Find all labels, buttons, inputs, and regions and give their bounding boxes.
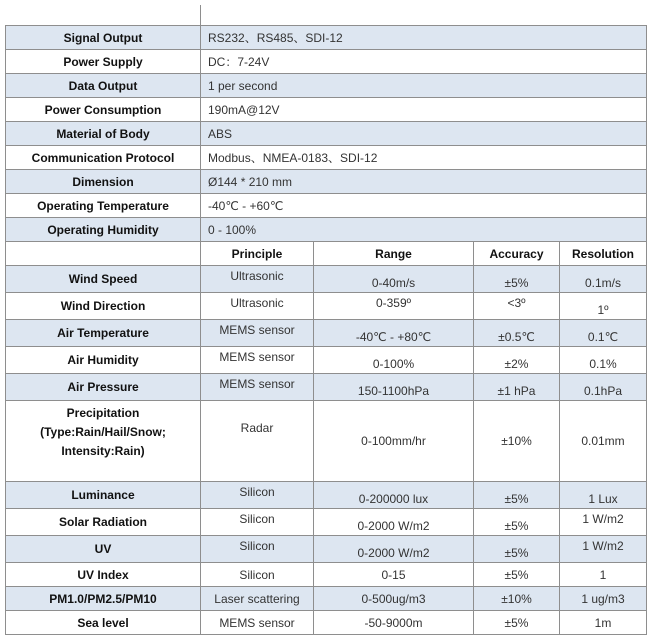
spec-value: 190mA@12V [201, 98, 647, 122]
empty-cell [6, 6, 201, 26]
measurement-resolution: 0.1℃ [560, 320, 647, 347]
measurement-accuracy: ±5% [474, 266, 560, 293]
measurement-principle: Silicon [201, 509, 314, 536]
header-principle: Principle [201, 242, 314, 266]
measurement-accuracy: ±5% [474, 536, 560, 563]
spec-sheet [5, 5, 646, 635]
measurement-accuracy: ±5% [474, 563, 560, 587]
measurement-name: Luminance [6, 482, 201, 509]
measurement-principle: Ultrasonic [201, 293, 314, 320]
header-resolution: Resolution [560, 242, 647, 266]
spec-value: RS232、RS485、SDI-12 [201, 26, 647, 50]
measurement-accuracy: ±10% [474, 401, 560, 482]
spec-row-data-output [6, 74, 647, 98]
spec-row-protocol [6, 146, 647, 170]
measurement-accuracy: ±5% [474, 509, 560, 536]
measurement-name-line: Precipitation [66, 406, 140, 420]
measurement-resolution: 0.1m/s [560, 266, 647, 293]
spec-label: Material of Body [6, 122, 201, 146]
spec-label: Communication Protocol [6, 146, 201, 170]
measurement-row-air-pressure [6, 374, 647, 401]
spec-table [5, 5, 647, 635]
measurement-range: 0-2000 W/m2 [314, 509, 474, 536]
measurement-range: 0-500ug/m3 [314, 587, 474, 611]
measurement-resolution: 0.1hPa [560, 374, 647, 401]
measurement-name: Wind Speed [6, 266, 201, 293]
measurement-range: 0-100mm/hr [314, 401, 474, 482]
measurement-name: Wind Direction [6, 293, 201, 320]
spec-label: Power Consumption [6, 98, 201, 122]
measurement-resolution: 1 W/m2 [560, 509, 647, 536]
measurement-resolution: 1 [560, 563, 647, 587]
measurement-name: Sea level [6, 611, 201, 635]
measurement-accuracy: ±5% [474, 482, 560, 509]
measurement-row-wind-speed [6, 266, 647, 293]
measurement-name: Air Humidity [6, 347, 201, 374]
measurement-name: PM1.0/PM2.5/PM10 [6, 587, 201, 611]
measurement-resolution: 1m [560, 611, 647, 635]
measurement-range: -50-9000m [314, 611, 474, 635]
measurement-principle: Silicon [201, 536, 314, 563]
spec-label: Signal Output [6, 26, 201, 50]
spec-row-operating-humidity [6, 218, 647, 242]
spec-label: Data Output [6, 74, 201, 98]
spec-label: Dimension [6, 170, 201, 194]
measurement-principle: Silicon [201, 563, 314, 587]
measurement-principle: Laser scattering [201, 587, 314, 611]
measurement-range: 0-359º [314, 293, 474, 320]
measurement-resolution: 1 ug/m3 [560, 587, 647, 611]
measurement-accuracy: ±2% [474, 347, 560, 374]
measurement-principle: Radar [201, 401, 314, 482]
measurement-header-row [6, 242, 647, 266]
measurement-range: 0-2000 W/m2 [314, 536, 474, 563]
measurement-row-wind-direction [6, 293, 647, 320]
spec-value: ABS [201, 122, 647, 146]
measurement-range: 0-40m/s [314, 266, 474, 293]
measurement-row-sea-level [6, 611, 647, 635]
spec-label: Operating Humidity [6, 218, 201, 242]
measurement-row-precipitation [6, 401, 647, 482]
spec-value: Modbus、NMEA-0183、SDI-12 [201, 146, 647, 170]
measurement-name [6, 401, 201, 482]
header-accuracy: Accuracy [474, 242, 560, 266]
spec-row-operating-temperature [6, 194, 647, 218]
measurement-resolution: 0.01mm [560, 401, 647, 482]
header-blank-cell [6, 242, 201, 266]
spec-value: 0 - 100% [201, 218, 647, 242]
spec-row-dimension [6, 170, 647, 194]
measurement-accuracy: ±1 hPa [474, 374, 560, 401]
measurement-principle: MEMS sensor [201, 347, 314, 374]
measurement-range: 150-1100hPa [314, 374, 474, 401]
measurement-accuracy: ±10% [474, 587, 560, 611]
measurement-name: Solar Radiation [6, 509, 201, 536]
measurement-range: 0-200000 lux [314, 482, 474, 509]
top-empty-row [6, 6, 647, 26]
measurement-name: UV Index [6, 563, 201, 587]
measurement-accuracy: <3º [474, 293, 560, 320]
measurement-range: -40℃ - +80℃ [314, 320, 474, 347]
spec-row-power-supply [6, 50, 647, 74]
spec-row-power-consumption [6, 98, 647, 122]
measurement-name: Air Temperature [6, 320, 201, 347]
measurement-principle: MEMS sensor [201, 611, 314, 635]
spec-row-signal-output [6, 26, 647, 50]
measurement-row-air-temperature [6, 320, 647, 347]
measurement-row-solar-radiation [6, 509, 647, 536]
measurement-name-line: (Type:Rain/Hail/Snow; [40, 425, 166, 439]
measurement-resolution: 1 Lux [560, 482, 647, 509]
empty-cell [201, 6, 647, 26]
measurement-range: 0-15 [314, 563, 474, 587]
measurement-resolution: 1 W/m2 [560, 536, 647, 563]
measurement-resolution: 0.1% [560, 347, 647, 374]
measurement-accuracy: ±0.5℃ [474, 320, 560, 347]
measurement-principle: MEMS sensor [201, 374, 314, 401]
spec-value: DC：7-24V [201, 50, 647, 74]
measurement-name: UV [6, 536, 201, 563]
measurement-row-uv [6, 536, 647, 563]
measurement-name-line: Intensity:Rain) [61, 444, 145, 458]
measurement-row-uv-index [6, 563, 647, 587]
measurement-principle: Silicon [201, 482, 314, 509]
measurement-resolution: 1º [560, 293, 647, 320]
measurement-principle: Ultrasonic [201, 266, 314, 293]
spec-row-material [6, 122, 647, 146]
measurement-name: Air Pressure [6, 374, 201, 401]
spec-value: 1 per second [201, 74, 647, 98]
measurement-row-luminance [6, 482, 647, 509]
spec-value: Ø144 * 210 mm [201, 170, 647, 194]
spec-value: -40℃ - +60℃ [201, 194, 647, 218]
measurement-row-air-humidity [6, 347, 647, 374]
spec-label: Power Supply [6, 50, 201, 74]
measurement-accuracy: ±5% [474, 611, 560, 635]
spec-label: Operating Temperature [6, 194, 201, 218]
measurement-principle: MEMS sensor [201, 320, 314, 347]
measurement-range: 0-100% [314, 347, 474, 374]
header-range: Range [314, 242, 474, 266]
